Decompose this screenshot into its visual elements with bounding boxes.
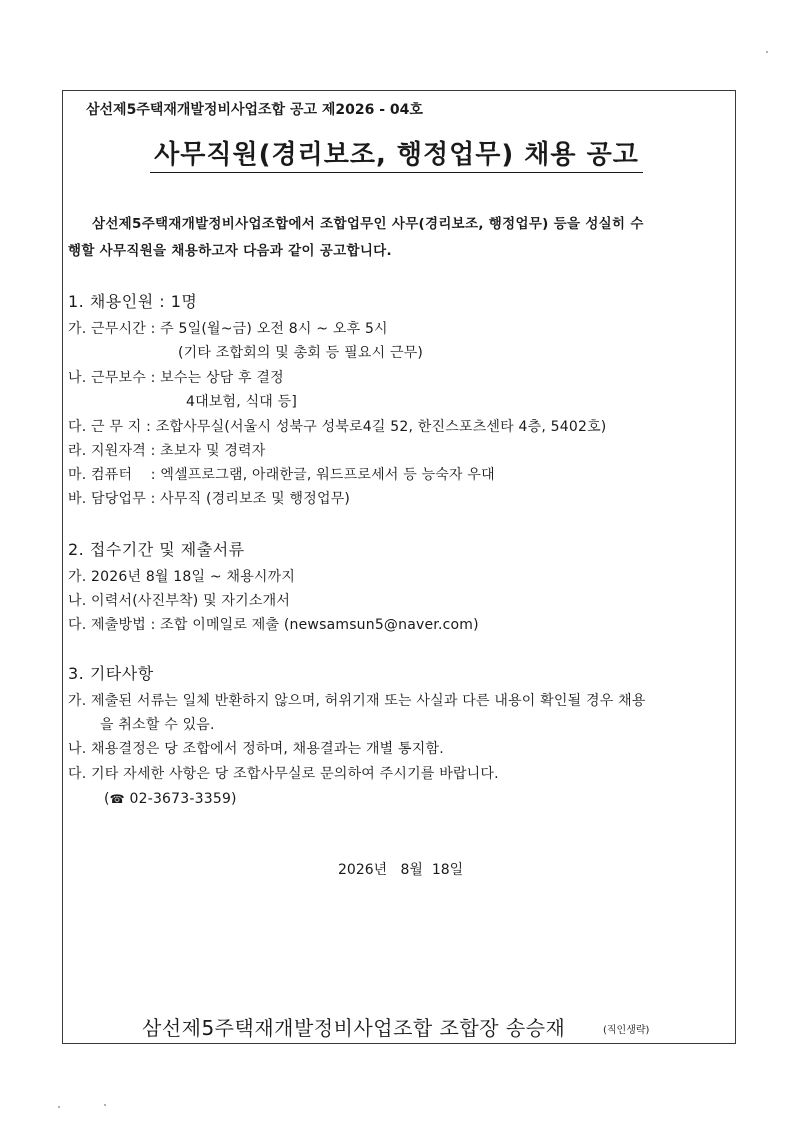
page-title-text: 사무직원(경리보조, 행정업무) 채용 공고: [150, 140, 643, 173]
scan-speck: [58, 1106, 60, 1108]
section-1-item: 바. 담당업무 : 사무직 (경리보조 및 행정업무): [68, 491, 351, 507]
section-2-item: 나. 이력서(사진부착) 및 자기소개서: [68, 593, 291, 609]
section-1-item: 라. 지원자격 : 초보자 및 경력자: [68, 443, 266, 459]
section-1-item: 가. 근무시간 : 주 5일(월~금) 오전 8시 ~ 오후 5시: [68, 321, 388, 337]
phone-open-paren: (: [104, 791, 110, 807]
scan-speck: [766, 51, 768, 53]
page-title: [0, 140, 793, 171]
signer-name: 삼선제5주택재개발정비사업조합 조합장 송승재: [142, 1016, 566, 1040]
phone-icon: ☎: [109, 792, 125, 806]
section-3-heading: 3. 기타사항: [68, 664, 154, 683]
intro-line-2: 행할 사무직원을 채용하고자 다음과 같이 공고합니다.: [68, 243, 392, 259]
section-3-item: 가. 제출된 서류는 일체 반환하지 않으며, 허위기재 또는 사실과 다른 내용이 확인될 경우 채용: [68, 693, 646, 709]
section-1-item: (기타 조합회의 및 총회 등 필요시 근무): [178, 345, 424, 361]
section-1-item: 나. 근무보수 : 보수는 상담 후 결정: [68, 370, 284, 386]
section-3-item: 을 취소할 수 있음.: [100, 717, 215, 733]
section-1-item: 다. 근 무 지 : 조합사무실(서울시 성북구 성북로4길 52, 한진스포츠센타 4층, 5402호): [68, 419, 607, 435]
scan-speck: [104, 1104, 106, 1106]
section-2-item: 다. 제출방법 : 조합 이메일로 제출 (newsamsun5@naver.com): [68, 617, 479, 633]
intro-line-1: 삼선제5주택재개발정비사업조합에서 조합업무인 사무(경리보조, 행정업무) 등을 성실히 수: [92, 216, 644, 232]
section-1-heading: 1. 채용인원 : 1명: [68, 292, 198, 311]
section-1-item: 4대보험, 식대 등]: [186, 394, 298, 410]
section-3-item: 나. 채용결정은 당 조합에서 정하며, 채용결과는 개별 통지함.: [68, 741, 444, 757]
contact-phone: [104, 791, 237, 808]
section-2-heading: 2. 접수기간 및 제출서류: [68, 540, 245, 559]
phone-number: 02-3673-3359): [129, 791, 237, 807]
notice-number: 삼선제5주택재개발정비사업조합 공고 제2026 - 04호: [86, 102, 423, 118]
document-border: [62, 90, 736, 1044]
section-1-item: 마. 컴퓨터 : 엑셀프로그램, 아래한글, 워드프로세서 등 능숙자 우대: [68, 467, 495, 483]
section-3-item: 다. 기타 자세한 사항은 당 조합사무실로 문의하여 주시기를 바랍니다.: [68, 766, 499, 782]
notice-date: 2026년 8월 18일: [338, 862, 464, 878]
seal-omitted-note: (직인생략): [603, 1025, 650, 1036]
section-2-item: 가. 2026년 8월 18일 ~ 채용시까지: [68, 569, 296, 585]
